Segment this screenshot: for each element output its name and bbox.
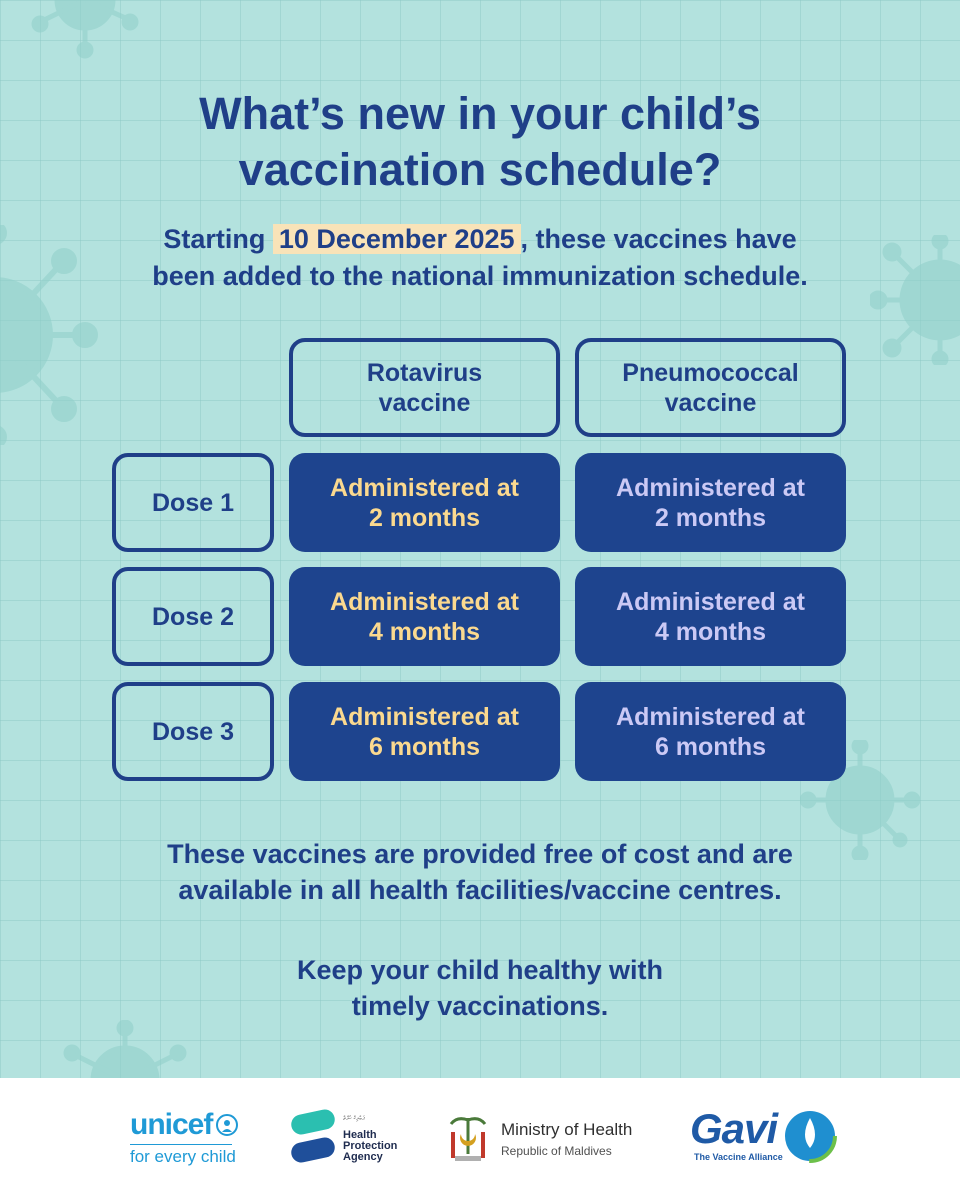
intro-suffix: , these vaccines have — [520, 224, 797, 254]
ministry-subtitle: Republic of Maldives — [501, 1144, 612, 1158]
unicef-logo — [130, 1108, 240, 1167]
pneumococcal-dose-cell: Administered at 4 months — [575, 567, 846, 666]
ministry-of-health-logo — [445, 1114, 665, 1166]
intro-line-2: been added to the national immunization schedule. — [152, 261, 808, 291]
rotavirus-dose-cell: Administered at 4 months — [289, 567, 560, 666]
column-header-pneumococcal: Pneumococcal vaccine — [575, 338, 846, 437]
unicef-globe-icon — [215, 1113, 239, 1137]
hpa-logo: ޕަބްލިކް ހެލްތް Health Protection Agency — [285, 1108, 405, 1168]
gavi-globe-drop-icon — [782, 1108, 838, 1164]
pneumococcal-dose-cell: Administered at 2 months — [575, 453, 846, 552]
title-line-1: What’s new in your child’s — [199, 88, 761, 139]
hpa-emblem-icon — [285, 1108, 341, 1164]
intro-text — [0, 221, 960, 295]
closing-message: Keep your child healthy with timely vaccinations. — [296, 955, 664, 1021]
maldives-emblem-icon — [445, 1114, 491, 1164]
gavi-tagline: The Vaccine Alliance — [694, 1152, 783, 1162]
pneumococcal-dose-cell: Administered at 6 months — [575, 682, 846, 781]
intro-prefix: Starting — [163, 224, 266, 254]
column-header-rotavirus: Rotavirus vaccine — [289, 338, 560, 437]
gavi-wordmark: Gavi — [690, 1105, 778, 1152]
dose-label: Dose 1 — [112, 453, 274, 552]
dose-label: Dose 3 — [112, 682, 274, 781]
gavi-logo — [690, 1105, 850, 1172]
unicef-wordmark: unicef — [130, 1108, 213, 1141]
cost-note: These vaccines are provided free of cost and are available in all health facilities/vaccine centres. — [167, 839, 793, 905]
page-title — [0, 86, 960, 198]
ministry-title: Ministry of Health — [501, 1120, 633, 1139]
partner-logo-bar — [0, 1078, 960, 1200]
title-line-2: vaccination schedule? — [238, 144, 722, 195]
unicef-tagline: for every child — [130, 1147, 236, 1166]
rotavirus-dose-cell: Administered at 2 months — [289, 453, 560, 552]
virus-icon-top-left — [30, 0, 140, 60]
dose-label: Dose 2 — [112, 567, 274, 666]
rotavirus-dose-cell: Administered at 6 months — [289, 682, 560, 781]
start-date: 10 December 2025 — [273, 224, 521, 254]
